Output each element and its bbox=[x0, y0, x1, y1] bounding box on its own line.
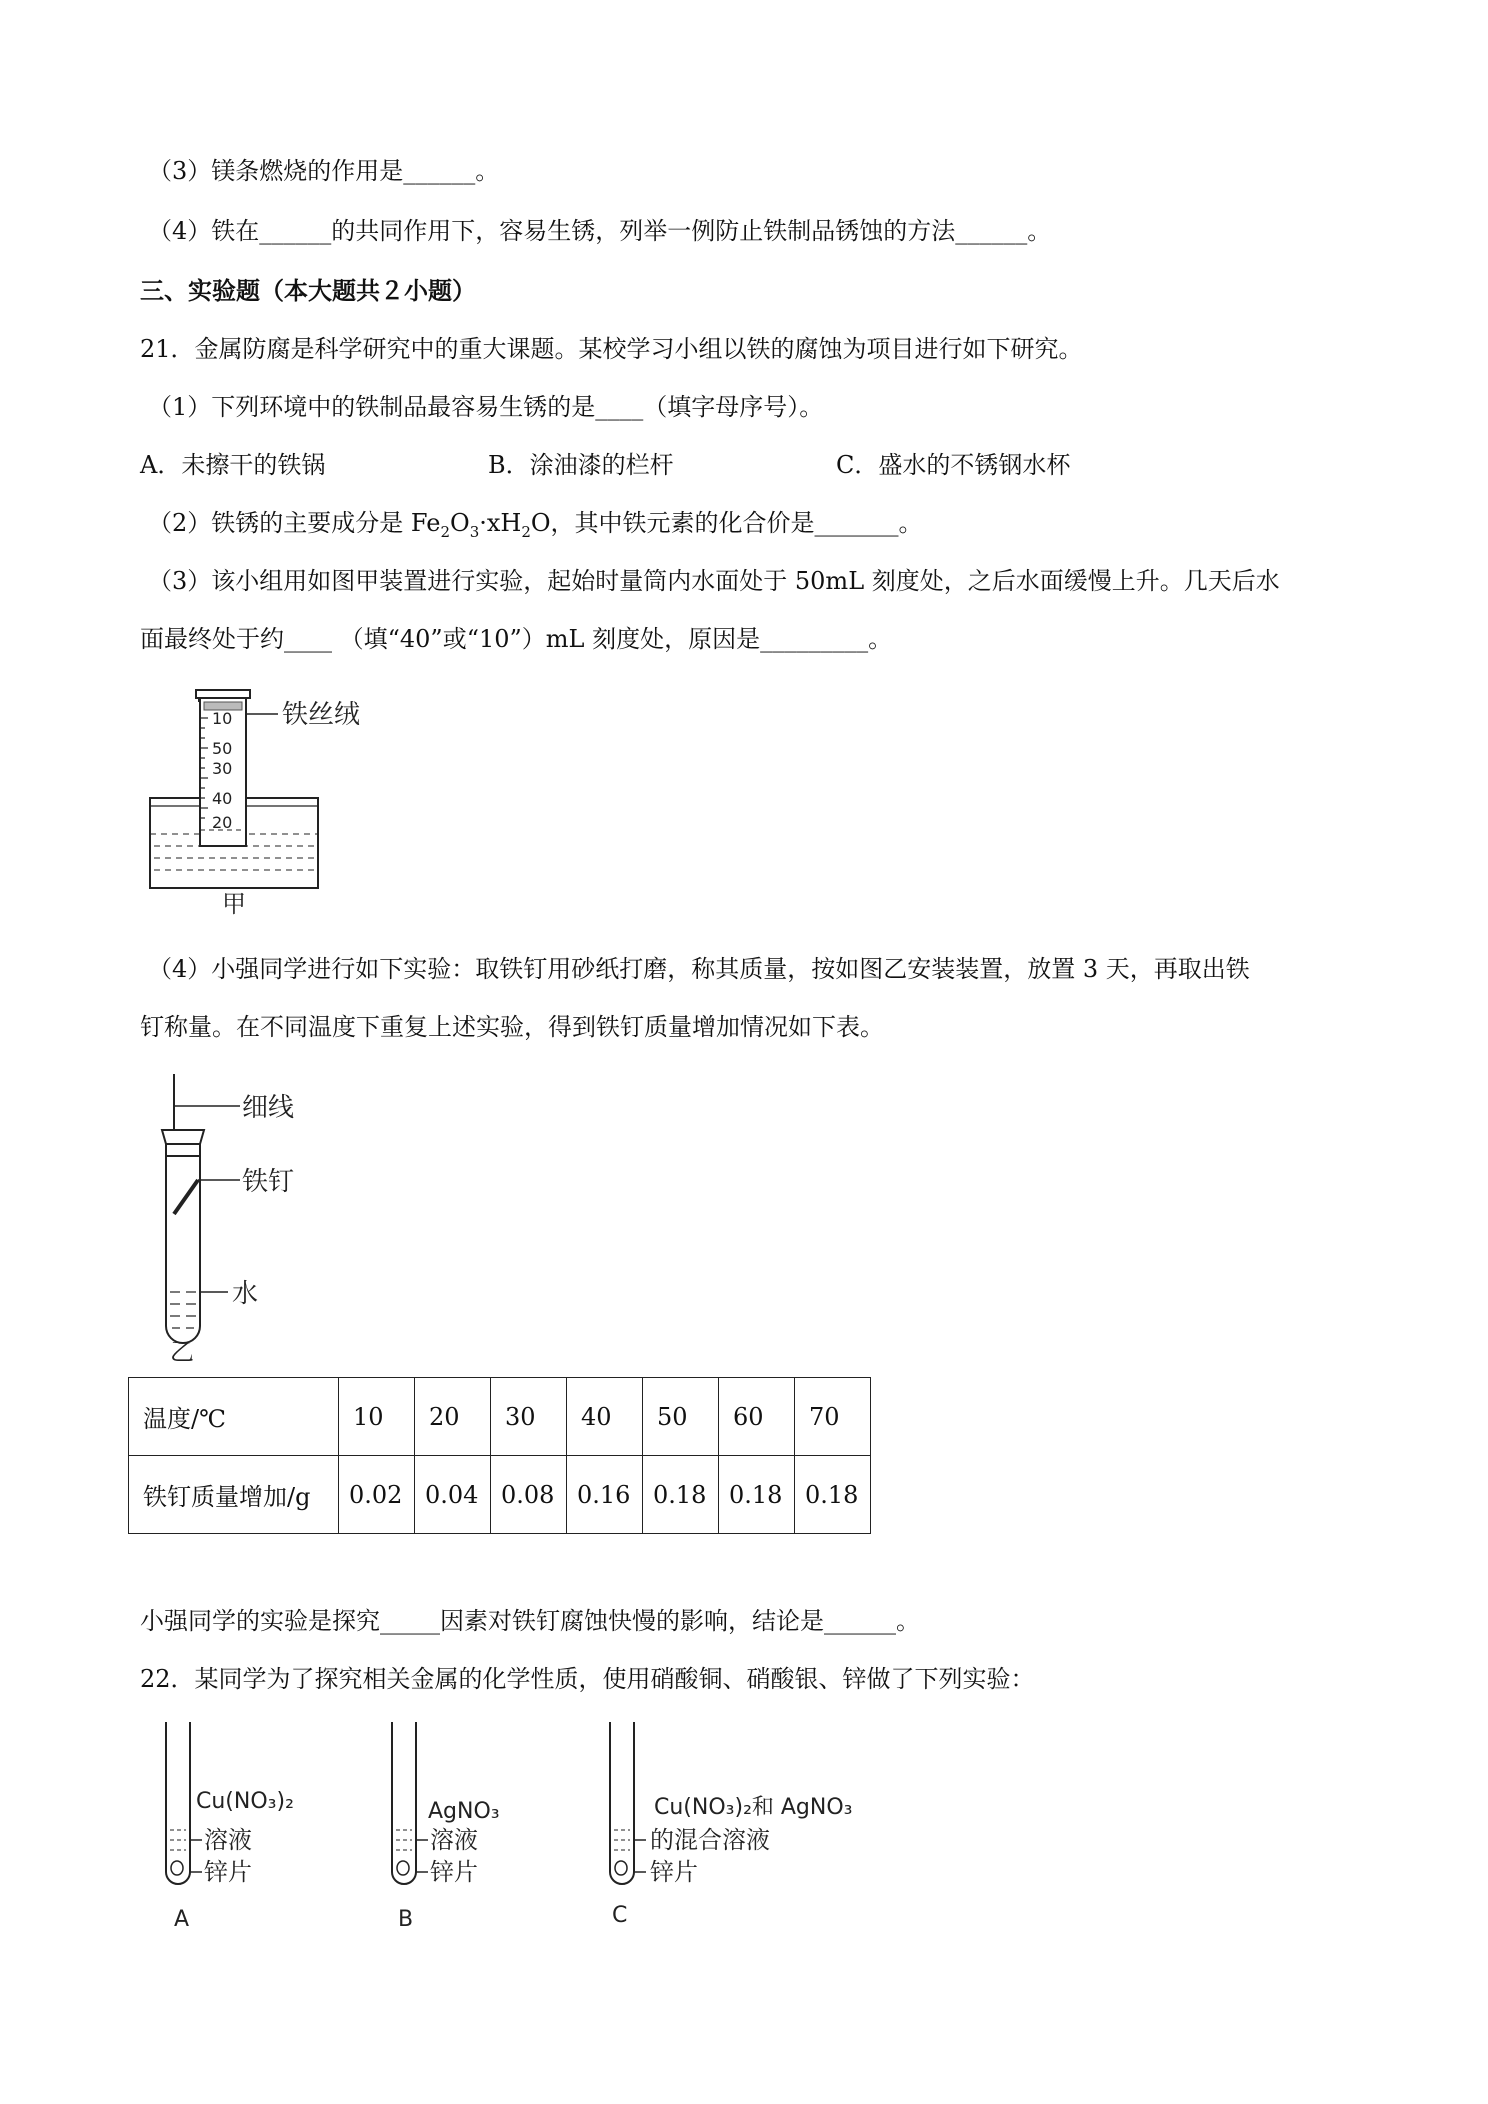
reagent-label: AgNO₃ bbox=[428, 1799, 500, 1824]
data-table bbox=[128, 1377, 871, 1534]
q21-stem: 21．金属防腐是科学研究中的重大课题。某校学习小组以铁的腐蚀为项目进行如下研究。 bbox=[140, 335, 1083, 363]
q21-option-c: C．盛水的不锈钢水杯 bbox=[836, 451, 1071, 479]
scale-label: 10 bbox=[212, 709, 233, 728]
zinc-label: 锌片 bbox=[650, 1858, 698, 1886]
figure-jia bbox=[140, 680, 400, 930]
q21-part1: （1）下列环境中的铁制品最容易生锈的是____（填字母序号）。 bbox=[148, 393, 824, 421]
table-cell: 0.02 bbox=[339, 1456, 415, 1534]
tube-caption: B bbox=[398, 1907, 414, 1932]
scale-label: 40 bbox=[212, 789, 233, 808]
q20-part4: （4）铁在______的共同作用下，容易生锈，列举一例防止铁制品锈蚀的方法______。 bbox=[148, 217, 1052, 245]
q21-part4-line2: 钉称量。在不同温度下重复上述实验，得到铁钉质量增加情况如下表。 bbox=[140, 1013, 884, 1041]
zinc-label: 锌片 bbox=[430, 1858, 478, 1886]
table-cell: 0.18 bbox=[795, 1456, 871, 1534]
table-cell: 30 bbox=[491, 1378, 567, 1456]
q21-conclusion: 小强同学的实验是探究_____因素对铁钉腐蚀快慢的影响，结论是______。 bbox=[140, 1607, 920, 1635]
figure-caption-yi: 乙 bbox=[170, 1338, 194, 1364]
figure-caption-jia: 甲 bbox=[222, 890, 246, 918]
table-cell: 0.18 bbox=[643, 1456, 719, 1534]
section-title: 三、实验题（本大题共２小题） bbox=[140, 276, 476, 305]
tube-caption: A bbox=[174, 1907, 190, 1932]
scale-label: 30 bbox=[212, 759, 233, 778]
label-water: 水 bbox=[232, 1279, 259, 1309]
table-cell: 0.18 bbox=[719, 1456, 795, 1534]
table-cell: 40 bbox=[567, 1378, 643, 1456]
reagent-label: Cu(NO₃)₂和 AgNO₃ bbox=[654, 1795, 853, 1820]
scale-label: 20 bbox=[212, 813, 233, 832]
q22-stem: 22．某同学为了探究相关金属的化学性质，使用硝酸铜、硝酸银、锌做了下列实验： bbox=[140, 1665, 1035, 1693]
figure-yi bbox=[150, 1074, 350, 1364]
solution-label: 溶液 bbox=[430, 1826, 478, 1854]
q21-option-a: A．未擦干的铁锅 bbox=[140, 451, 326, 479]
table-cell: 60 bbox=[719, 1378, 795, 1456]
table-header-cell: 温度/℃ bbox=[129, 1378, 339, 1456]
tube-caption: C bbox=[612, 1903, 628, 1928]
table-row bbox=[129, 1378, 871, 1456]
q21-part4-line1: （4）小强同学进行如下实验：取铁钉用砂纸打磨，称其质量，按如图乙安装装置，放置 3 天，再取出铁 bbox=[148, 955, 1250, 983]
q21-part3-line1: （3）该小组用如图甲装置进行实验，起始时量筒内水面处于 50mL 刻度处，之后水面缓慢上升。几天后水 bbox=[148, 567, 1280, 595]
table-cell: 20 bbox=[415, 1378, 491, 1456]
q21-part3-line2: 面最终处于约____ （填“40”或“10”）mL 刻度处，原因是_________。 bbox=[140, 625, 893, 653]
zinc-label: 锌片 bbox=[204, 1858, 252, 1886]
figure-tube-c bbox=[604, 1722, 904, 1932]
table-header-cell: 铁钉质量增加/g bbox=[129, 1456, 339, 1534]
solution-label: 的混合溶液 bbox=[650, 1826, 770, 1854]
table-row bbox=[129, 1456, 871, 1534]
table-cell: 0.08 bbox=[491, 1456, 567, 1534]
q21-part2: （2）铁锈的主要成分是 $Fe_2O_3\cdot xH_2O$，其中铁元素的化合价是_______。 bbox=[148, 509, 923, 541]
q21-option-b: B．涂油漆的栏杆 bbox=[488, 451, 674, 479]
figure-tube-a bbox=[160, 1722, 340, 1932]
table-cell: 10 bbox=[339, 1378, 415, 1456]
figure-tube-b bbox=[386, 1722, 566, 1932]
table-cell: 0.16 bbox=[567, 1456, 643, 1534]
solution-label: 溶液 bbox=[204, 1826, 252, 1854]
reagent-label: Cu(NO₃)₂ bbox=[196, 1789, 294, 1814]
table-cell: 50 bbox=[643, 1378, 719, 1456]
table-cell: 0.04 bbox=[415, 1456, 491, 1534]
label-thread: 细线 bbox=[242, 1093, 295, 1123]
label-nail: 铁钉 bbox=[242, 1167, 295, 1197]
scale-label: 50 bbox=[212, 739, 233, 758]
label-iron-wool: 铁丝绒 bbox=[282, 700, 361, 730]
table-cell: 70 bbox=[795, 1378, 871, 1456]
q20-part3: （3）镁条燃烧的作用是______。 bbox=[148, 157, 500, 185]
